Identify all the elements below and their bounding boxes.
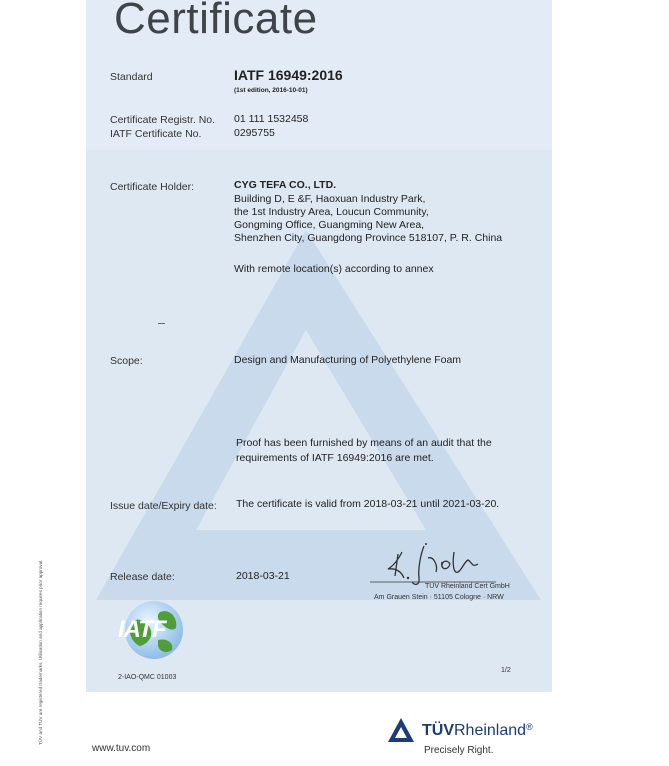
tuv-brand — [422, 722, 533, 740]
registered-mark: ® — [526, 722, 533, 732]
issuer-name: TÜV Rheinland Cert GmbH — [425, 583, 510, 590]
brand-rheinland: Rheinland — [454, 722, 527, 739]
signature — [368, 538, 498, 588]
holder-address-line: the 1st Industry Area, Loucun Community, — [234, 206, 429, 218]
standard-edition: (1st edition, 2016-10-01) — [234, 87, 308, 94]
holder-address-line: Gongming Office, Guangming New Area, — [234, 219, 425, 231]
validity-label: Issue date/Expiry date: — [110, 500, 217, 512]
validity-text: The certificate is valid from 2018-03-21 until 2021-03-20. — [236, 498, 500, 510]
holder-remote-note: With remote location(s) according to annex — [234, 263, 434, 275]
iatf-logo-text: IATF — [118, 616, 166, 643]
holder-address-line: Building D, E &F, Haoxuan Industry Park, — [234, 193, 426, 205]
scope-value: Design and Manufacturing of Polyethylene Foam — [234, 354, 462, 366]
release-label: Release date: — [110, 571, 175, 583]
iatf-number-value: 0295755 — [234, 127, 275, 139]
issuer-address: Am Grauen Stein · 51105 Cologne · NRW — [374, 594, 504, 601]
tuv-logo-icon — [386, 716, 416, 746]
brand-tuv: TÜV — [422, 722, 454, 739]
standard-value: IATF 16949:2016 — [234, 67, 343, 83]
website-link[interactable]: www.tuv.com — [92, 743, 151, 754]
holder-name: CYG TEFA CO., LTD. — [234, 179, 337, 191]
registration-label: Certificate Registr. No. — [110, 114, 216, 126]
certificate-title: Certificate — [114, 0, 318, 43]
release-value: 2018-03-21 — [236, 570, 290, 582]
proof-line: requirements of IATF 16949:2016 are met. — [236, 452, 434, 464]
iatf-number-label: IATF Certificate No. — [110, 128, 202, 140]
iatf-code: 2-IAO-QMC 01003 — [118, 674, 177, 681]
standard-label: Standard — [110, 71, 153, 83]
tuv-slogan: Precisely Right. — [424, 745, 494, 756]
holder-label: Certificate Holder: — [110, 181, 195, 193]
scope-label: Scope: — [110, 355, 143, 367]
small-dash-mark — [158, 323, 165, 324]
holder-address-line: Shenzhen City, Guangdong Province 518107, P. R. China — [234, 232, 503, 244]
page-number: 1/2 — [501, 667, 511, 674]
proof-line: Proof has been furnished by means of an audit that the — [236, 437, 492, 449]
registration-value: 01 111 1532458 — [234, 113, 309, 125]
trademark-note: TÜV and TUV are registered trademarks. Utilisation and application requires prior approval. — [38, 559, 43, 745]
